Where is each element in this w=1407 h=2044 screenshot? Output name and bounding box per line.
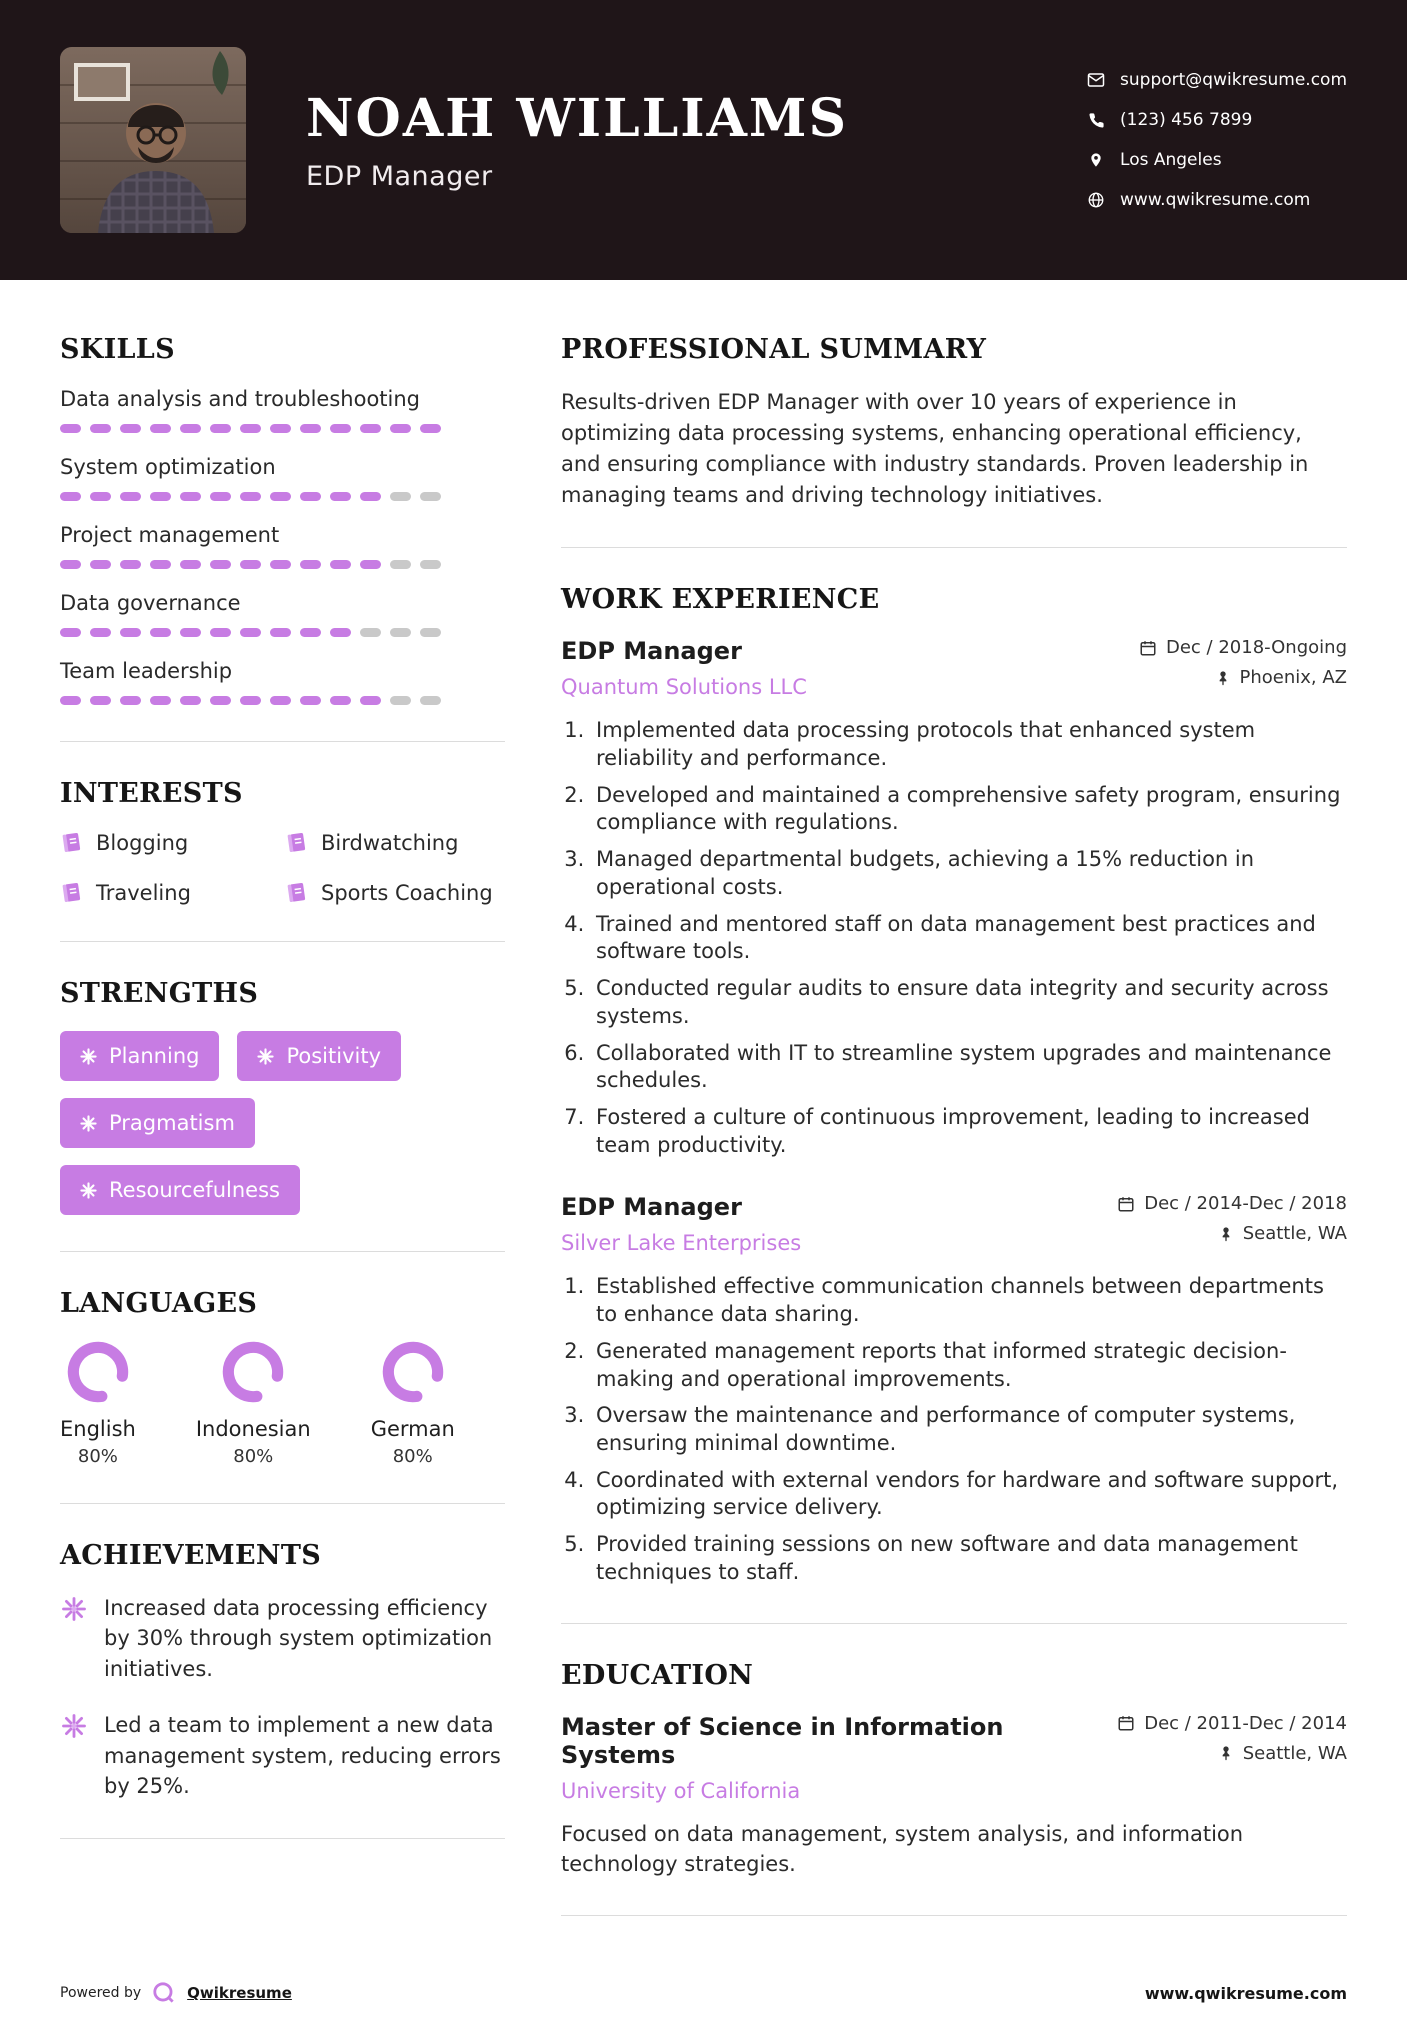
skill-dash	[270, 560, 291, 569]
skill-dash	[300, 628, 321, 637]
interests-grid	[60, 831, 505, 905]
left-column	[60, 334, 505, 1875]
language-name: Indonesian	[195, 1417, 311, 1441]
interests-section	[60, 778, 505, 905]
contact-phone[interactable]	[1086, 110, 1347, 130]
skill-dash	[330, 628, 351, 637]
summary-section	[561, 334, 1347, 511]
footer	[0, 1952, 1407, 2044]
education-location	[1117, 1743, 1347, 1764]
job-dates-text: Dec / 2014-Dec / 2018	[1144, 1193, 1347, 1215]
skill-dash	[90, 628, 111, 637]
skill-label: Project management	[60, 523, 280, 547]
section-divider	[60, 941, 505, 942]
interest-label: Blogging	[96, 831, 189, 855]
skill-dash	[330, 560, 351, 569]
skill-dash	[420, 696, 441, 705]
skill-bar	[60, 492, 505, 501]
skill-dash	[150, 628, 171, 637]
starburst-icon	[80, 1182, 97, 1199]
skill-dash	[240, 696, 261, 705]
job-dates-text: Dec / 2018-Ongoing	[1166, 637, 1347, 659]
job-bullets	[561, 1273, 1347, 1586]
interest-label: Birdwatching	[321, 831, 459, 855]
skill-dash	[300, 696, 321, 705]
job-bullet: 1. Established effective communication channels between departments to enhance data sharing.	[591, 1273, 1347, 1328]
achievement-item	[60, 1593, 505, 1684]
skill-bar	[60, 696, 505, 705]
skill-item	[60, 455, 505, 501]
job-header	[561, 637, 1347, 699]
job-bullet: 5. Conducted regular audits to ensure data integrity and security across systems.	[591, 975, 1347, 1030]
skill-dash	[90, 560, 111, 569]
language-percent: 80%	[77, 1446, 118, 1467]
right-column	[561, 334, 1347, 1952]
education-location-text: Seattle, WA	[1242, 1742, 1347, 1764]
skill-bar	[60, 628, 505, 637]
contact-location	[1086, 150, 1347, 170]
skill-dash	[330, 696, 351, 705]
education-description: Focused on data management, system analysis, and information technology strategies.	[561, 1821, 1244, 1876]
skill-dash	[270, 696, 291, 705]
skill-dash	[150, 492, 171, 501]
profile-photo	[60, 47, 246, 233]
job-bullet: 3. Oversaw the maintenance and performance of computer systems, ensuring minimal downtime.	[591, 1402, 1347, 1457]
skill-dash	[210, 424, 231, 433]
brand-link[interactable]: Qwikresume	[187, 1984, 292, 2003]
skill-dash	[360, 696, 381, 705]
job-title-block	[561, 1193, 801, 1255]
skill-dash	[150, 696, 171, 705]
education-meta	[1117, 1713, 1347, 1773]
job-bullet: 2. Developed and maintained a comprehensive safety program, ensuring compliance with regulations.	[591, 782, 1347, 837]
language-name: English	[60, 1417, 136, 1441]
job-bullets	[561, 717, 1347, 1159]
profile-photo-image	[60, 47, 246, 233]
skill-dash	[420, 492, 441, 501]
skill-dash	[180, 492, 201, 501]
skill-bar	[60, 424, 505, 433]
job-bullet: 5. Provided training sessions on new software and data management techniques to staff.	[591, 1531, 1347, 1586]
job-meta	[1139, 637, 1347, 697]
achievement-item	[60, 1710, 505, 1801]
skill-dash	[90, 424, 111, 433]
strength-pill	[60, 1165, 300, 1215]
skill-dash	[240, 424, 261, 433]
education-section	[561, 1660, 1347, 1880]
skill-dash	[210, 696, 231, 705]
pushpin-icon	[1218, 1744, 1234, 1762]
job-title: EDP Manager	[561, 1193, 742, 1222]
job-dates	[1139, 637, 1347, 658]
skill-dash	[360, 560, 381, 569]
skill-dash	[360, 628, 381, 637]
achievements-heading: ACHIEVEMENTS	[60, 1540, 322, 1571]
content	[0, 280, 1407, 1952]
achievements-section	[60, 1540, 505, 1802]
section-divider	[60, 741, 505, 742]
skill-dash	[60, 492, 81, 501]
strength-pill	[237, 1031, 401, 1081]
job-bullet: 4. Trained and mentored staff on data management best practices and software tools.	[591, 911, 1347, 966]
interest-item	[60, 881, 285, 905]
calendar-icon	[1139, 639, 1157, 657]
skill-dash	[390, 696, 411, 705]
job-location	[1117, 1223, 1347, 1244]
job-location	[1139, 667, 1347, 688]
skill-dash	[180, 424, 201, 433]
education-dates	[1117, 1713, 1347, 1734]
language-name: German	[370, 1417, 455, 1441]
skills-heading: SKILLS	[60, 334, 175, 365]
interest-label: Sports Coaching	[321, 881, 493, 905]
section-divider	[60, 1503, 505, 1504]
skill-dash	[420, 628, 441, 637]
job-title: EDP Manager	[561, 637, 742, 666]
starburst-icon	[257, 1048, 274, 1065]
languages-heading: LANGUAGES	[60, 1288, 258, 1319]
calendar-icon	[1117, 1195, 1135, 1213]
summary-text: Results-driven EDP Manager with over 10 years of experience in optimizing data processing systems, enhancing operational efficiency, and ensuring compliance with industry standards. Proven leadership in managing teams and driving technology initiatives.	[561, 390, 1309, 508]
interest-item	[60, 831, 285, 855]
skill-dash	[390, 628, 411, 637]
skill-dash	[120, 424, 141, 433]
education-dates-text: Dec / 2011-Dec / 2014	[1144, 1712, 1347, 1734]
interest-label: Traveling	[96, 881, 191, 905]
skill-label: Team leadership	[60, 659, 233, 683]
section-divider	[561, 1623, 1347, 1624]
skill-dash	[210, 492, 231, 501]
language-donut-chart	[222, 1341, 284, 1403]
job-title-block	[561, 637, 807, 699]
strength-pill	[60, 1098, 255, 1148]
job-bullet: 7. Fostered a culture of continuous improvement, leading to increased team productivity.	[591, 1104, 1347, 1159]
skill-dash	[90, 492, 111, 501]
skill-dash	[300, 424, 321, 433]
job-entry	[561, 637, 1347, 1159]
language-item	[371, 1341, 455, 1467]
language-item	[60, 1341, 136, 1467]
section-divider	[60, 1838, 505, 1839]
language-percent: 80%	[233, 1446, 274, 1467]
powered-by	[60, 1980, 292, 2006]
header	[0, 0, 1407, 280]
globe-icon	[1086, 190, 1106, 210]
strength-label: Positivity	[286, 1044, 381, 1068]
journal-icon	[60, 882, 82, 904]
section-divider	[60, 1251, 505, 1252]
phone-icon	[1086, 110, 1106, 130]
education-heading: EDUCATION	[561, 1659, 754, 1691]
education-header	[561, 1713, 1347, 1803]
education-degree: Master of Science in Information Systems	[561, 1712, 1004, 1769]
skill-dash	[330, 492, 351, 501]
contact-website-text: www.qwikresume.com	[1120, 190, 1311, 210]
job-location-text: Seattle, WA	[1242, 1223, 1347, 1245]
skill-dash	[270, 628, 291, 637]
strength-pill	[60, 1031, 219, 1081]
job-header	[561, 1193, 1347, 1255]
person-name: NOAH WILLIAMS	[306, 88, 849, 149]
strengths-heading: STRENGTHS	[60, 978, 259, 1009]
skill-dash	[390, 424, 411, 433]
experience-heading: WORK EXPERIENCE	[561, 584, 880, 616]
contact-list	[1086, 70, 1347, 210]
language-percent: 80%	[392, 1446, 433, 1467]
skills-section	[60, 334, 505, 705]
skill-label: System optimization	[60, 455, 276, 479]
sparkle-icon	[60, 1712, 88, 1801]
skill-item	[60, 659, 505, 705]
experience-section	[561, 584, 1347, 1586]
interest-item	[285, 881, 505, 905]
language-donut-chart	[67, 1341, 129, 1403]
job-company-link[interactable]: Quantum Solutions LLC	[561, 675, 807, 700]
skill-dash	[120, 696, 141, 705]
skill-dash	[420, 560, 441, 569]
contact-location-text: Los Angeles	[1120, 150, 1222, 170]
job-meta	[1117, 1193, 1347, 1253]
journal-icon	[285, 882, 307, 904]
skill-dash	[180, 560, 201, 569]
skill-dash	[60, 628, 81, 637]
strengths-section	[60, 978, 505, 1215]
skill-label: Data governance	[60, 591, 241, 615]
achievement-text: Led a team to implement a new data management system, reducing errors by 25%.	[104, 1713, 501, 1799]
skill-dash	[120, 628, 141, 637]
skill-item	[60, 591, 505, 637]
skill-dash	[120, 560, 141, 569]
skill-dash	[330, 424, 351, 433]
journal-icon	[285, 832, 307, 854]
email-icon	[1086, 70, 1106, 90]
skill-dash	[270, 492, 291, 501]
skill-dash	[60, 560, 81, 569]
job-location-text: Phoenix, AZ	[1239, 667, 1347, 689]
education-school-link[interactable]: University of California	[561, 1778, 801, 1803]
job-bullet: 2. Generated management reports that informed strategic decision-making and operational improvements.	[591, 1338, 1347, 1393]
summary-heading: PROFESSIONAL SUMMARY	[561, 334, 987, 365]
starburst-icon	[80, 1115, 97, 1132]
job-company-link[interactable]: Silver Lake Enterprises	[561, 1231, 802, 1256]
language-item	[196, 1341, 311, 1467]
job-entry	[561, 1193, 1347, 1586]
skill-dash	[180, 628, 201, 637]
skill-dash	[420, 424, 441, 433]
language-donut-chart	[382, 1341, 444, 1403]
person-title: EDP Manager	[306, 161, 493, 192]
skill-bar	[60, 560, 505, 569]
strength-label: Planning	[109, 1044, 200, 1068]
skill-dash	[270, 424, 291, 433]
job-bullet: 4. Coordinated with external vendors for hardware and software support, optimizing service delivery.	[591, 1467, 1347, 1522]
job-dates	[1117, 1193, 1347, 1214]
skill-dash	[360, 492, 381, 501]
footer-website: www.qwikresume.com	[1144, 1983, 1347, 2003]
skill-dash	[60, 696, 81, 705]
skill-item	[60, 523, 505, 569]
skill-dash	[180, 696, 201, 705]
job-bullet: 3. Managed departmental budgets, achieving a 15% reduction in operational costs.	[591, 846, 1347, 901]
skill-dash	[390, 492, 411, 501]
education-title-block	[561, 1713, 1097, 1803]
sparkle-icon	[60, 1595, 88, 1684]
interest-item	[285, 831, 505, 855]
section-divider	[561, 547, 1347, 548]
skill-dash	[300, 492, 321, 501]
journal-icon	[60, 832, 82, 854]
qwikresume-logo-icon	[151, 1980, 177, 2006]
skill-dash	[210, 628, 231, 637]
interests-heading: INTERESTS	[60, 778, 243, 809]
skill-dash	[90, 696, 111, 705]
skill-dash	[240, 492, 261, 501]
strength-label: Resourcefulness	[109, 1178, 280, 1202]
calendar-icon	[1117, 1714, 1135, 1732]
skill-dash	[150, 560, 171, 569]
languages-list	[60, 1341, 505, 1467]
languages-section	[60, 1288, 505, 1467]
section-divider	[561, 1915, 1347, 1916]
contact-phone-text: (123) 456 7899	[1120, 110, 1253, 130]
job-bullet: 1. Implemented data processing protocols that enhanced system reliability and performance.	[591, 717, 1347, 772]
skill-dash	[150, 424, 171, 433]
contact-email[interactable]	[1086, 70, 1347, 90]
starburst-icon	[80, 1048, 97, 1065]
strengths-list	[60, 1031, 505, 1215]
pushpin-icon	[1215, 669, 1231, 687]
skill-dash	[390, 560, 411, 569]
strength-label: Pragmatism	[109, 1111, 235, 1135]
skill-dash	[360, 424, 381, 433]
achievement-text: Increased data processing efficiency by 30% through system optimization initiatives.	[104, 1596, 493, 1681]
location-icon	[1086, 150, 1106, 170]
skill-item	[60, 387, 505, 433]
skill-label: Data analysis and troubleshooting	[60, 387, 421, 411]
powered-by-label: Powered by	[60, 1985, 142, 2002]
contact-email-text: support@qwikresume.com	[1120, 70, 1347, 90]
job-bullet: 6. Collaborated with IT to streamline system upgrades and maintenance schedules.	[591, 1040, 1347, 1095]
skill-dash	[300, 560, 321, 569]
skill-dash	[210, 560, 231, 569]
pushpin-icon	[1218, 1225, 1234, 1243]
skill-dash	[120, 492, 141, 501]
contact-website[interactable]	[1086, 190, 1347, 210]
identity-block	[306, 88, 1026, 192]
skill-dash	[240, 560, 261, 569]
skill-dash	[240, 628, 261, 637]
skill-dash	[60, 424, 81, 433]
